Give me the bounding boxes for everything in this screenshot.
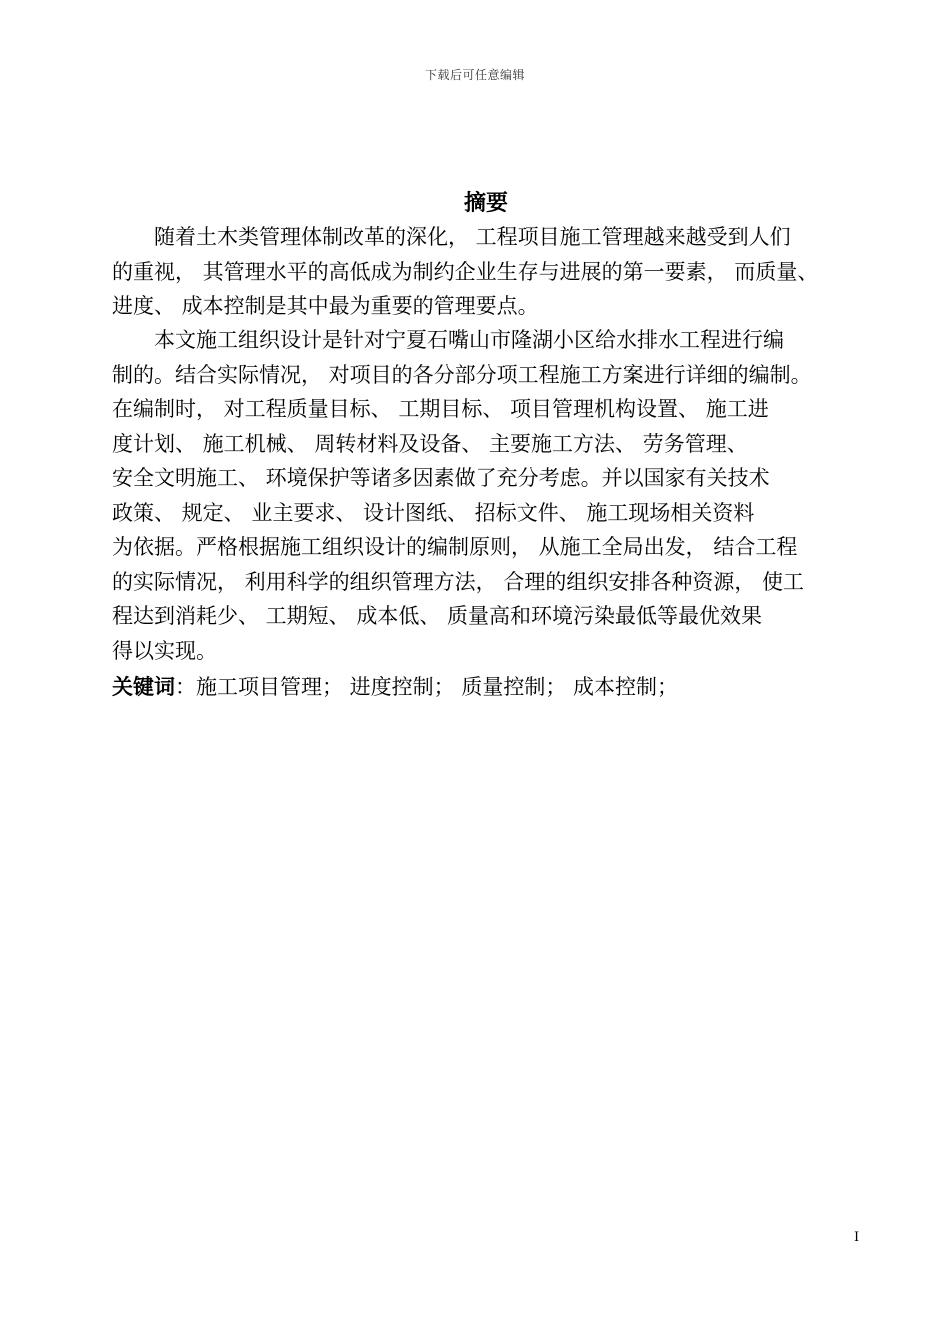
paragraph-line: 在编制时， 对工程质量目标、 工期目标、 项目管理机构设置、 施工进	[112, 397, 769, 421]
paragraph-line: 的重视， 其管理水平的高低成为制约企业生存与进展的第一要素， 而质量、	[112, 259, 819, 284]
paragraph-line: 安全文明施工、 环境保护等诸多因素做了充分考虑。并以国家有关技术	[112, 466, 770, 490]
paragraph-line: 随着土木类管理体制改革的深化， 工程项目施工管理越来越受到人们	[112, 225, 791, 249]
abstract-title: 摘要	[463, 191, 508, 216]
paragraph-line: 为依据。严格根据施工组织设计的编制原则， 从施工全局出发， 结合工程	[112, 535, 798, 559]
page-number: I	[854, 1230, 860, 1245]
abstract-paragraph-2	[112, 323, 872, 668]
keywords-text: 施工项目管理； 进度控制； 质量控制； 成本控制；	[196, 675, 679, 699]
paragraph-line: 进度、 成本控制是其中最为重要的管理要点。	[112, 294, 539, 318]
paragraph-line: 政策、 规定、 业主要求、 设计图纸、 招标文件、 施工现场相关资料	[112, 500, 755, 525]
keywords-separator: ：	[175, 675, 196, 699]
paragraph-line: 得以实现。	[112, 638, 217, 663]
abstract-paragraph-1	[112, 220, 872, 324]
paragraph-line: 本文施工组织设计是针对宁夏石嘴山市隆湖小区给水排水工程进行编	[112, 328, 784, 352]
paragraph-line: 的实际情况， 利用科学的组织管理方法， 合理的组织安排各种资源， 使工	[112, 569, 805, 594]
paragraph-line: 制的。结合实际情况， 对项目的各分部分项工程施工方案进行详细的编制。	[112, 362, 812, 387]
header-note: 下载后可任意编辑	[424, 68, 525, 82]
keywords-label: 关键词	[112, 675, 175, 699]
paragraph-line: 程达到消耗少、 工期短、 成本低、 质量高和环境污染最低等最优效果	[112, 604, 763, 628]
keywords-line	[112, 670, 678, 705]
paragraph-line: 度计划、 施工机械、 周转材料及设备、 主要施工方法、 劳务管理、	[112, 431, 748, 456]
